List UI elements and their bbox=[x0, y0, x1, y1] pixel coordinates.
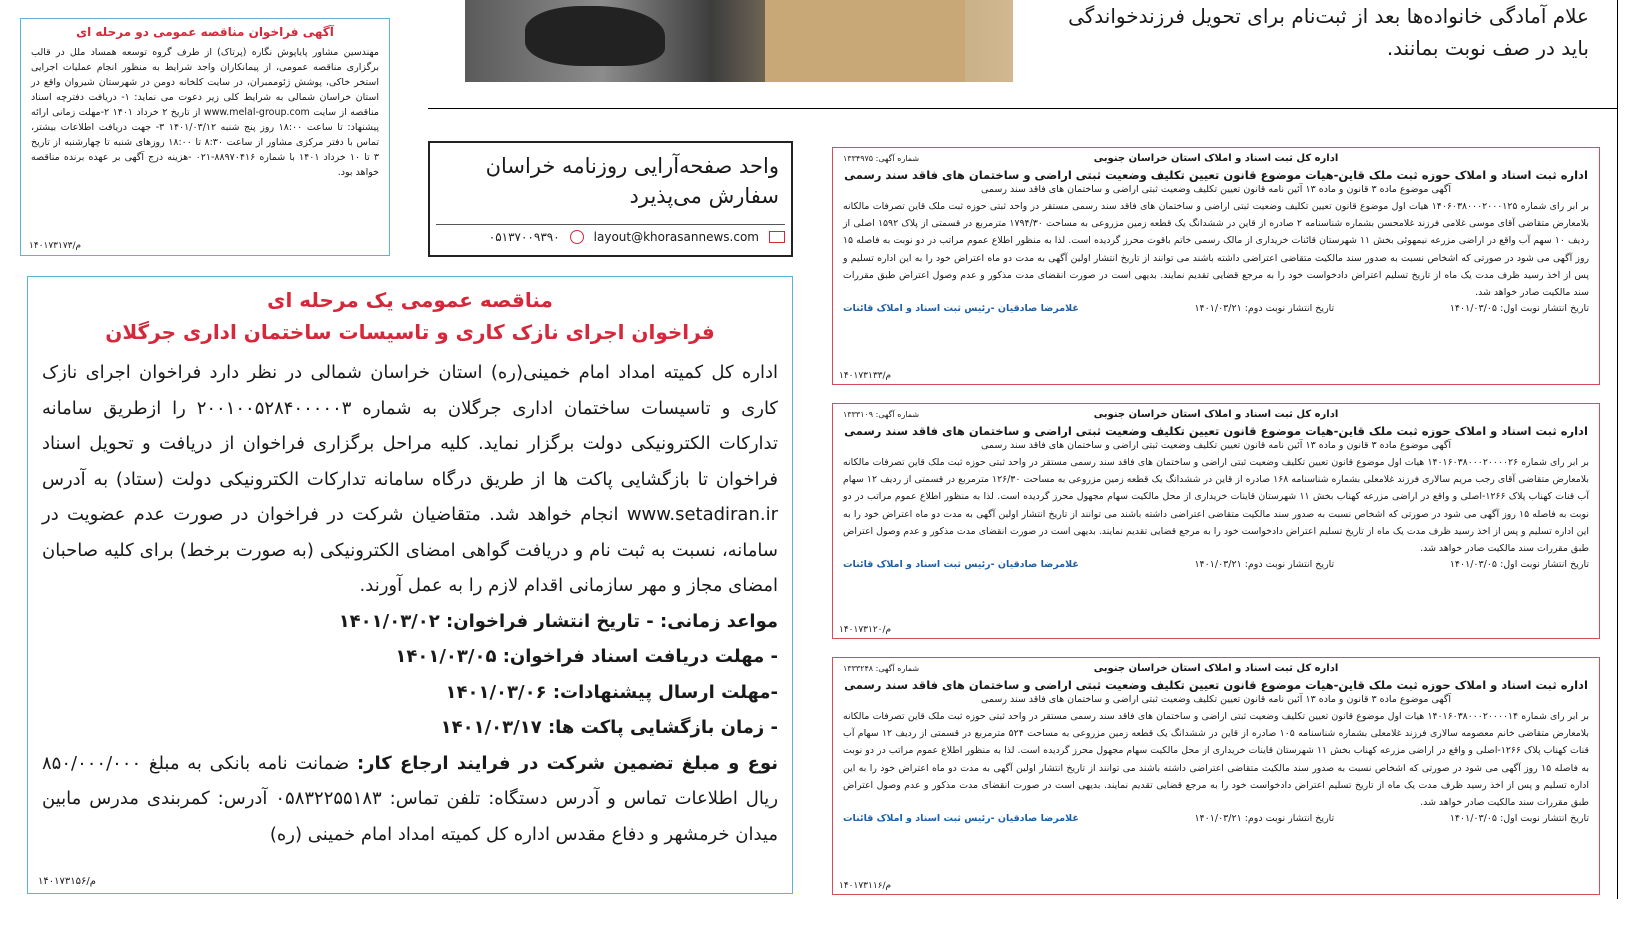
layout-service-ad bbox=[428, 141, 793, 257]
notice-signature bbox=[843, 303, 1589, 314]
ad-body: مهندسین مشاور پایاپوش نگاره (پرتاک) از طرف گروه توسعه همساد ملل در قالب برگزاری مناقصه عمومی، از پیمانکاران واجد شرایط به منظور انجام عملیات اجرایی استخر خاکی، پوشش ژئوممبران، در سایت کلخانه دومن در شهرستان شیروان واقع در استان خراسان شمالی به شرایط کلی زیر دعوت می نماید: ۱- دریافت دفترچه اسناد مناقصه از سایت www.melal-group.com از تاریخ ۲ خرداد ۱۴۰۱ ۲-مهلت زمانی ارائه پیشنهاد: تا ساعت ۱۸:۰۰ روز پنج شنبه ۱۴۰۱/۰۳/۱۲ ۳- جهت دریافت اطلاعات بیشتر، تماس با دفتر مرکزی مشاور از ساعت ۸:۳۰ تا ۱۸:۰۰ روزهای شنبه تا چهارشنبه از تاریخ ۳ تا ۱۰ خرداد ۱۴۰۱ با شماره ۸۸۹۷۰۴۱۶-۰۲۱ -هزینه درج آگهی بر عهده برنده مناقصه خواهد بود. bbox=[31, 47, 380, 178]
deadline-2: - مهلت دریافت اسناد فراخوان: ۱۴۰۱/۰۳/۰۵ bbox=[395, 646, 778, 667]
news-photo bbox=[465, 0, 1013, 82]
deadline-3: -مهلت ارسال پیشنهادات: ۱۴۰۱/۰۳/۰۶ bbox=[445, 681, 778, 703]
ad-title: آگهی فراخوان مناقصه عمومی دو مرحله ای bbox=[76, 25, 334, 39]
notice-date-1: تاریخ انتشار نوبت اول: ۱۴۰۱/۰۳/۰۵ bbox=[1449, 813, 1589, 825]
guarantee-text: ضمانت نامه بانکی به مبلغ ۸۵۰/۰۰۰/۰۰۰ ریال اطلاعات تماس و آدرس دستگاه: تلفن تماس: ۰۵۸۳۲۲۵۵۱۸۳ آدرس: کمربندی مدرس مابین میدان خرمشهر و دفاع مقدس اداره کل کمیته امداد امام خمینی (ره) bbox=[42, 752, 779, 845]
service-line-1: واحد صفحه‌آرایی روزنامه خراسان bbox=[485, 154, 779, 178]
notice-title: اداره ثبت اسناد و املاک حوزه ثبت ملک قاین-هیات موضوع قانون تعیین تکلیف وضعیت ثبتی اراضی و ساختمان های فاقد سند رسمی bbox=[844, 168, 1588, 182]
notice-org: اداره کل ثبت اسناد و املاک استان خراسان جنوبی bbox=[1093, 663, 1339, 674]
contact-bar bbox=[436, 224, 785, 249]
notice-signature bbox=[843, 813, 1589, 824]
ad-code: م/۱۴۰۱۷۳۱۵۶ bbox=[38, 876, 96, 887]
article-line-2: باید در صف نوبت بمانند. bbox=[1386, 36, 1589, 60]
notice-date-2: تاریخ انتشار نوبت دوم: ۱۴۰۱/۰۳/۲۱ bbox=[1194, 559, 1335, 571]
notice-text: بر ابر رای شماره ۱۴۰۶۰۳۸۰۰۰۲۰۰۰۱۲۵ هیات اول موضوع قانون تعیین تکلیف وضعیت ثبتی اراضی و ساختمان های فاقد سند رسمی مستقر در واحد ثبتی حوزه ثبت ملک قاین تصرفات مالکانه بلامعارض متقاضی آقای موسی غلامی فرزند غلامحسن بشماره شناسنامه ۲ صادره از قاین در ششدانگ یک قطعه زمین مزروعی به مساحت ۱۷۹۴/۳۰ مترمربع در قسمتی از پلاک ۱۵۹۲ اصلی از ردیف ۱۰ سهم آب واقع در اراضی مزرعه نیمهوئی بخش ۱۱ شهرستان قائنات خریداری از مالک رسمی خاتم باقوت محرز گردیده است. لذا به منظور اطلاع عموم مراتب در دو نوبت به فاصله ۱۵ روز آگهی می شود در صورتی که اشخاص نسبت به صدور سند مالکیت متقاضی اعتراضی داشته باشند می توانند از تاریخ انتشار اولین آگهی به مدت دو ماه اعتراض خود را به این اداره تسلیم و پس از اخذ رسید ظرف مدت یک ماه از تاریخ تسلیم اعتراض دادخواست خود را به مرجع قضایی تقدیم نمایند. بدیهی است در صورت انقضای مدت مذکور و عدم وصول اعتراض طبق مقررات سند مالکیت صادر خواهد شد. bbox=[843, 201, 1589, 299]
deadline-4: - زمان بازگشایی پاکت ها: ۱۴۰۱/۰۳/۱۷ bbox=[440, 717, 778, 738]
notice-code: م/۱۴۰۱۷۳۱۳۳ bbox=[839, 371, 892, 381]
notice-date-2: تاریخ انتشار نوبت دوم: ۱۴۰۱/۰۳/۲۱ bbox=[1194, 813, 1335, 825]
notice-title: اداره ثبت اسناد و املاک حوزه ثبت ملک قاین-هیات موضوع قانون تعیین تکلیف وضعیت ثبتی اراضی و ساختمان های فاقد سند رسمی bbox=[844, 424, 1588, 438]
registry-notice bbox=[832, 147, 1600, 385]
column-rule bbox=[1617, 109, 1618, 899]
ad-heading-2: فراخوان اجرای نازک کاری و تاسیسات ساختمان اداری جرگلان bbox=[105, 320, 715, 344]
notice-signer: غلامرضا صادقیان -رئیس ثبت اسناد و املاک قائنات bbox=[843, 559, 1079, 571]
registry-notice bbox=[832, 403, 1600, 639]
notice-date-1: تاریخ انتشار نوبت اول: ۱۴۰۱/۰۳/۰۵ bbox=[1449, 559, 1589, 571]
ad-heading-1: مناقصه عمومی یک مرحله ای bbox=[267, 288, 553, 312]
article-frame-line-vertical bbox=[1617, 0, 1618, 109]
notice-org: اداره کل ثبت اسناد و املاک استان خراسان جنوبی bbox=[1093, 409, 1339, 420]
notice-ref: شماره آگهی: ۱۳۳۴۹۷۵ bbox=[843, 154, 920, 163]
guarantee-label: نوع و مبلغ تضمین شرکت در فرایند ارجاع کار: bbox=[356, 752, 778, 774]
phone-icon bbox=[570, 230, 584, 244]
notice-signature bbox=[843, 559, 1589, 570]
tender-ad-two-stage bbox=[20, 18, 390, 256]
notice-signer: غلامرضا صادقیان -رئیس ثبت اسناد و املاک قائنات bbox=[843, 303, 1079, 315]
mail-icon bbox=[769, 231, 785, 243]
phone-number: ۰۵۱۳۷۰۰۹۳۹۰ bbox=[488, 230, 560, 244]
notice-date-2: تاریخ انتشار نوبت دوم: ۱۴۰۱/۰۳/۲۱ bbox=[1194, 303, 1335, 315]
ad-body bbox=[42, 355, 778, 852]
article-snippet bbox=[969, 0, 1589, 82]
registry-notice bbox=[832, 657, 1600, 895]
ad-paragraph: اداره کل کمیته امداد امام خمینی(ره) استان خراسان شمالی در نظر دارد فراخوان اجرای نازک کاری و تاسیسات ساختمان اداری جرگلان به شماره ۲۰۰۱۰۰۵۲۸۴۰۰۰۰۰۳ را ازطریق سامانه تدارکات الکترونیکی دولت برگزار نماید. کلیه مراحل برگزاری فراخوان از دریافت و تحویل اسناد فراخوان تا بازگشایی پاکت ها از طریق درگاه سامانه تدارکات الکترونیکی دولت (ستاد) به آدرس www.setadiran.ir انجام خواهد شد. متقاضیان شرکت در فراخوان در صورت عدم عضویت در سامانه، نسبت به ثبت نام و دریافت گواهی امضای الکترونیکی (به صورت برخط) برای کلیه صاحبان امضای مجاز و مهر سازمانی اقدام لازم را به عمل آورند. bbox=[42, 362, 778, 596]
notice-date-1: تاریخ انتشار نوبت اول: ۱۴۰۱/۰۳/۰۵ bbox=[1449, 303, 1589, 315]
notice-subtitle: آگهی موضوع ماده ۳ قانون و ماده ۱۳ آئین نامه قانون تعیین تکلیف وضعیت ثبتی اراضی و ساختمان های فاقد سند رسمی bbox=[981, 184, 1451, 195]
notice-signer: غلامرضا صادقیان -رئیس ثبت اسناد و املاک قائنات bbox=[843, 813, 1079, 825]
notice-text: بر ابر رای شماره ۱۴۰۱۶۰۳۸۰۰۰۲۰۰۰۰۱۴ هیات اول موضوع قانون تعیین تکلیف وضعیت ثبتی اراضی و ساختمان های فاقد سند رسمی مستقر در واحد ثبتی حوزه ثبت ملک قاین تصرفات مالکانه بلامعارض متقاضی خانم معصومه سالاری فرزند غلامعلی بشماره شناسنامه ۱۰۵ صادره از قاین در ششدانگ یک قطعه زمین مزروعی به مساحت ۵۲۴ مترمربع در قسمتی از ردیف ۱۲ سهام آب قنات کهناب پلاک ۱۲۶۶-اصلی و واقع در اراضی مزرعه کهناب بخش ۱۱ شهرستان قاینات خریداری از محل مالکیت سهام مجهول محرز گردیده است. لذا به منظور اطلاع عموم مراتب در دو نوبت به فاصله ۱۵ روز آگهی می شود در صورتی که اشخاص نسبت به صدور سند مالکیت متقاضی اعتراضی داشته باشند می توانند از تاریخ انتشار اولین آگهی به مدت دو ماه اعتراض خود را به این اداره تسلیم و پس از اخذ رسید ظرف مدت یک ماه از تاریخ تسلیم اعتراض دادخواست خود را به مرجع قضایی تقدیم نمایند. بدیهی است در صورت انقضای مدت مذکور و عدم وصول اعتراض طبق مقررات سند مالکیت صادر خواهد شد. bbox=[843, 711, 1589, 809]
notice-ref: شماره آگهی: ۱۳۳۳۲۴۸ bbox=[843, 664, 920, 673]
notice-code: م/۱۴۰۱۷۳۱۲۰ bbox=[839, 625, 892, 635]
service-line-2: سفارش می‌پذیرد bbox=[629, 184, 779, 208]
notice-org: اداره کل ثبت اسناد و املاک استان خراسان جنوبی bbox=[1093, 153, 1339, 164]
notice-subtitle: آگهی موضوع ماده ۳ قانون و ماده ۱۳ آئین نامه قانون تعیین تکلیف وضعیت ثبتی اراضی و ساختمان های فاقد سند رسمی bbox=[981, 694, 1451, 705]
notice-text: بر ابر رای شماره ۱۴۰۱۶۰۳۸۰۰۰۲۰۰۰۰۲۶ هیات اول موضوع قانون تعیین تکلیف وضعیت ثبتی اراضی و ساختمان های فاقد سند رسمی مستقر در واحد ثبتی حوزه ثبت ملک قاین تصرفات مالکانه بلامعارض متقاضی آقای رجب مریم سالاری فرزند غلامعلی بشماره شناسنامه ۱۶۸ صادره از قاین در ششدانگ یک قطعه زمین مزروعی به مساحت ۱۲۶/۳۰ مترمربع در قسمتی از ردیف ۱۲ سهام آب قنات کهناب پلاک ۱۲۶۶-اصلی و واقع در اراضی مزرعه کهناب بخش ۱۱ شهرستان قاینات خریداری از محل مالکیت سهام مجهول محرز گردیده است. لذا به منظور اطلاع عموم مراتب در دو نوبت به فاصله ۱۵ روز آگهی می شود در صورتی که اشخاص نسبت به صدور سند مالکیت متقاضی اعتراضی داشته باشند می توانند از تاریخ انتشار اولین آگهی به مدت دو ماه اعتراض خود را به این اداره تسلیم و پس از اخذ رسید ظرف مدت یک ماه از تاریخ تسلیم اعتراض دادخواست خود را به مرجع قضایی تقدیم نمایند. بدیهی است در صورت انقضای مدت مذکور و عدم وصول اعتراض طبق مقررات سند مالکیت صادر خواهد شد. bbox=[843, 457, 1589, 555]
notice-ref: شماره آگهی: ۱۳۳۳۱۰۹ bbox=[843, 410, 920, 419]
notice-title: اداره ثبت اسناد و املاک حوزه ثبت ملک قاین-هیات موضوع قانون تعیین تکلیف وضعیت ثبتی اراضی و ساختمان های فاقد سند رسمی bbox=[844, 678, 1588, 692]
ad-code: م/۱۴۰۱۷۳۱۷۳ bbox=[29, 241, 82, 251]
tender-ad-one-stage bbox=[27, 276, 793, 894]
email-address[interactable]: layout@khorasannews.com bbox=[593, 230, 759, 244]
deadline-1: مواعد زمانی: - تاریخ انتشار فراخوان: ۱۴۰۱/۰۳/۰۲ bbox=[338, 610, 778, 632]
notice-subtitle: آگهی موضوع ماده ۳ قانون و ماده ۱۳ آئین نامه قانون تعیین تکلیف وضعیت ثبتی اراضی و ساختمان های فاقد سند رسمی bbox=[981, 440, 1451, 451]
notice-code: م/۱۴۰۱۷۳۱۱۶ bbox=[839, 881, 892, 891]
article-line-1: علام آمادگی خانواده‌ها بعد از ثبت‌نام برای تحویل فرزندخواندگی bbox=[1068, 4, 1589, 28]
article-frame-line bbox=[428, 108, 1618, 109]
